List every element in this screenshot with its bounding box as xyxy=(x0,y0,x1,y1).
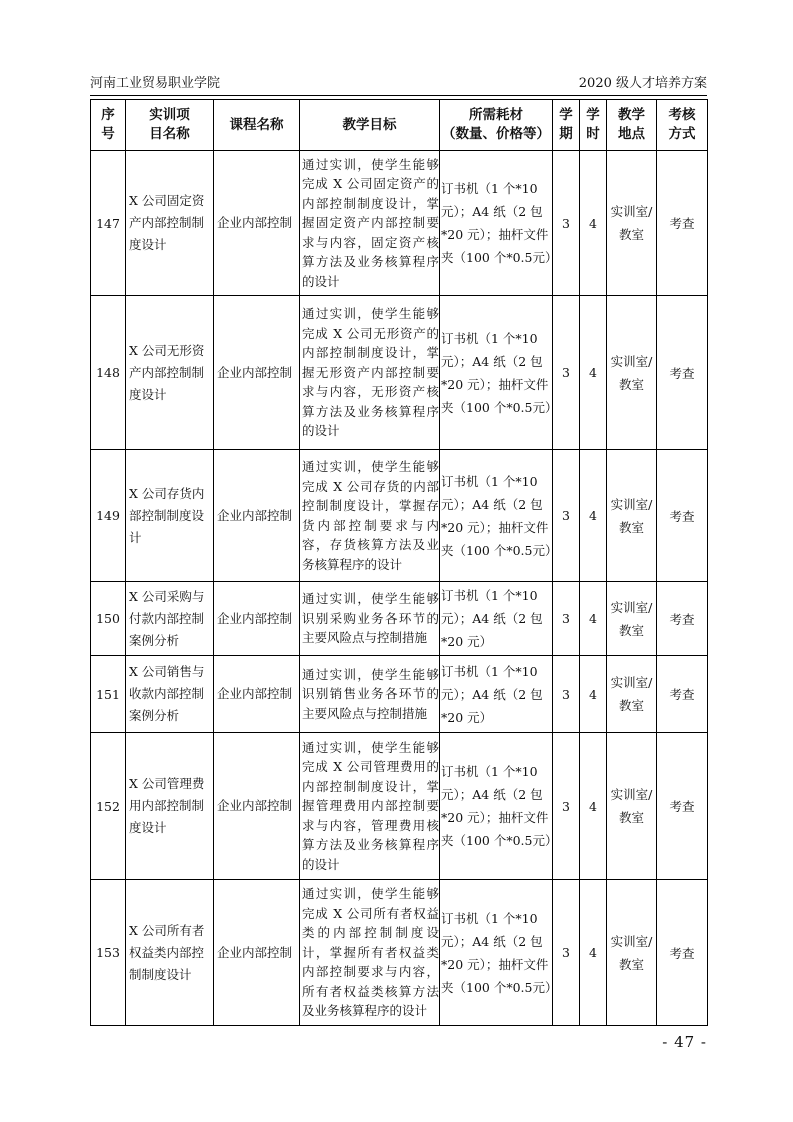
project-name: X 公司存货内部控制制度设计 xyxy=(126,450,214,582)
project-name: X 公司所有者权益类内部控制制度设计 xyxy=(126,880,214,1026)
term: 3 xyxy=(553,296,580,450)
required-materials: 订书机（1 个*10元）；A4 纸（2 包*20 元）；抽杆文件夹（100 个*0.5元） xyxy=(440,296,553,450)
table-row xyxy=(91,880,708,1026)
header-document-title: 2020 级人才培养方案 xyxy=(578,76,707,91)
term: 3 xyxy=(553,733,580,880)
assessment-method: 考查 xyxy=(657,582,708,656)
teaching-location: 实训室/教室 xyxy=(607,880,657,1026)
column-header xyxy=(657,100,708,151)
table-header-row xyxy=(91,100,708,151)
required-materials: 订书机（1 个*10元）；A4 纸（2 包*20 元） xyxy=(440,582,553,656)
assessment-method: 考查 xyxy=(657,151,708,296)
assessment-method: 考查 xyxy=(657,880,708,1026)
teaching-goal: 通过实训，使学生能够完成 X 公司存货的内部控制制度设计，掌握存货内部控制要求与内容，存货核算方法及业务核算程序的设计 xyxy=(300,450,440,582)
table-row xyxy=(91,582,708,656)
row-number: 152 xyxy=(91,733,126,880)
training-projects-table xyxy=(90,99,708,1026)
column-header xyxy=(580,100,607,151)
table-row xyxy=(91,151,708,296)
table-row xyxy=(91,296,708,450)
hours: 4 xyxy=(580,296,607,450)
required-materials: 订书机（1 个*10元）；A4 纸（2 包*20 元） xyxy=(440,656,553,733)
row-number: 150 xyxy=(91,582,126,656)
teaching-location: 实训室/教室 xyxy=(607,151,657,296)
teaching-goal: 通过实训，使学生能够识别销售业务各环节的主要风险点与控制措施 xyxy=(300,656,440,733)
course-name: 企业内部控制 xyxy=(214,733,300,880)
column-header-line1: 实训项 xyxy=(149,107,190,123)
row-number: 153 xyxy=(91,880,126,1026)
hours: 4 xyxy=(580,880,607,1026)
column-header-line2: 地点 xyxy=(618,126,645,142)
column-header-line2: （数量、价格等） xyxy=(442,126,550,142)
course-name: 企业内部控制 xyxy=(214,450,300,582)
required-materials: 订书机（1 个*10元）；A4 纸（2 包*20 元）；抽杆文件夹（100 个*0.5元） xyxy=(440,733,553,880)
hours: 4 xyxy=(580,582,607,656)
column-header xyxy=(440,100,553,151)
column-header-line1: 学 xyxy=(586,107,600,123)
column-header-line1: 序 xyxy=(101,107,115,123)
page-header xyxy=(90,74,707,94)
required-materials: 订书机（1 个*10元）；A4 纸（2 包*20 元）；抽杆文件夹（100 个*0.5元） xyxy=(440,151,553,296)
course-name: 企业内部控制 xyxy=(214,151,300,296)
column-header-line1: 教学 xyxy=(618,107,645,123)
teaching-location: 实训室/教室 xyxy=(607,296,657,450)
row-number: 148 xyxy=(91,296,126,450)
term: 3 xyxy=(553,880,580,1026)
project-name: X 公司固定资产内部控制制度设计 xyxy=(126,151,214,296)
hours: 4 xyxy=(580,450,607,582)
column-header-line1: 所需耗材 xyxy=(469,107,523,123)
assessment-method: 考查 xyxy=(657,296,708,450)
course-name: 企业内部控制 xyxy=(214,880,300,1026)
hours: 4 xyxy=(580,656,607,733)
teaching-goal: 通过实训，使学生能够完成 X 公司固定资产的内部控制制度设计，掌握固定资产内部控制要求与内容，固定资产核算方法及业务核算程序的设计 xyxy=(300,151,440,296)
header-institution: 河南工业贸易职业学院 xyxy=(90,76,221,91)
assessment-method: 考查 xyxy=(657,733,708,880)
assessment-method: 考查 xyxy=(657,656,708,733)
column-header-line1: 考核 xyxy=(668,107,696,123)
hours: 4 xyxy=(580,733,607,880)
teaching-location: 实训室/教室 xyxy=(607,656,657,733)
page-number: - 47 - xyxy=(662,1033,707,1051)
course-name: 企业内部控制 xyxy=(214,656,300,733)
teaching-location: 实训室/教室 xyxy=(607,733,657,880)
column-header xyxy=(553,100,580,151)
term: 3 xyxy=(553,582,580,656)
row-number: 149 xyxy=(91,450,126,582)
column-header-line2: 期 xyxy=(559,126,573,142)
table-row xyxy=(91,450,708,582)
column-header-line2: 目名称 xyxy=(149,126,190,142)
term: 3 xyxy=(553,656,580,733)
column-header xyxy=(91,100,126,151)
project-name: X 公司采购与付款内部控制案例分析 xyxy=(126,582,214,656)
column-header-line2: 时 xyxy=(586,126,600,142)
project-name: X 公司管理费用内部控制制度设计 xyxy=(126,733,214,880)
column-header xyxy=(300,100,440,151)
project-name: X 公司销售与收款内部控制案例分析 xyxy=(126,656,214,733)
column-header-line2: 方式 xyxy=(668,126,696,142)
teaching-goal: 通过实训，使学生能够完成 X 公司所有者权益类的内部控制制度设计，掌握所有者权益类内部控制要求与内容，所有者权益类核算方法及业务核算程序的设计 xyxy=(300,880,440,1026)
column-header xyxy=(126,100,214,151)
term: 3 xyxy=(553,151,580,296)
course-name: 企业内部控制 xyxy=(214,582,300,656)
assessment-method: 考查 xyxy=(657,450,708,582)
table-row xyxy=(91,733,708,880)
row-number: 151 xyxy=(91,656,126,733)
teaching-goal: 通过实训，使学生能够识别采购业务各环节的主要风险点与控制措施 xyxy=(300,582,440,656)
column-header-line2: 号 xyxy=(101,126,115,142)
term: 3 xyxy=(553,450,580,582)
column-header-line1: 学 xyxy=(559,107,573,123)
project-name: X 公司无形资产内部控制制度设计 xyxy=(126,296,214,450)
teaching-goal: 通过实训，使学生能够完成 X 公司管理费用的内部控制制度设计，掌握管理费用内部控制要求与内容，管理费用核算方法及业务核算程序的设计 xyxy=(300,733,440,880)
header-rule xyxy=(90,95,707,96)
course-name: 企业内部控制 xyxy=(214,296,300,450)
column-header xyxy=(214,100,300,151)
table-row xyxy=(91,656,708,733)
required-materials: 订书机（1 个*10元）；A4 纸（2 包*20 元）；抽杆文件夹（100 个*0.5元） xyxy=(440,880,553,1026)
required-materials: 订书机（1 个*10元）；A4 纸（2 包*20 元）；抽杆文件夹（100 个*0.5元） xyxy=(440,450,553,582)
column-header-line1: 课程名称 xyxy=(229,116,284,133)
teaching-location: 实训室/教室 xyxy=(607,582,657,656)
column-header-line1: 教学目标 xyxy=(342,116,397,133)
teaching-goal: 通过实训，使学生能够完成 X 公司无形资产的内部控制制度设计，掌握无形资产内部控制要求与内容，无形资产核算方法及业务核算程序的设计 xyxy=(300,296,440,450)
column-header xyxy=(607,100,657,151)
row-number: 147 xyxy=(91,151,126,296)
hours: 4 xyxy=(580,151,607,296)
teaching-location: 实训室/教室 xyxy=(607,450,657,582)
